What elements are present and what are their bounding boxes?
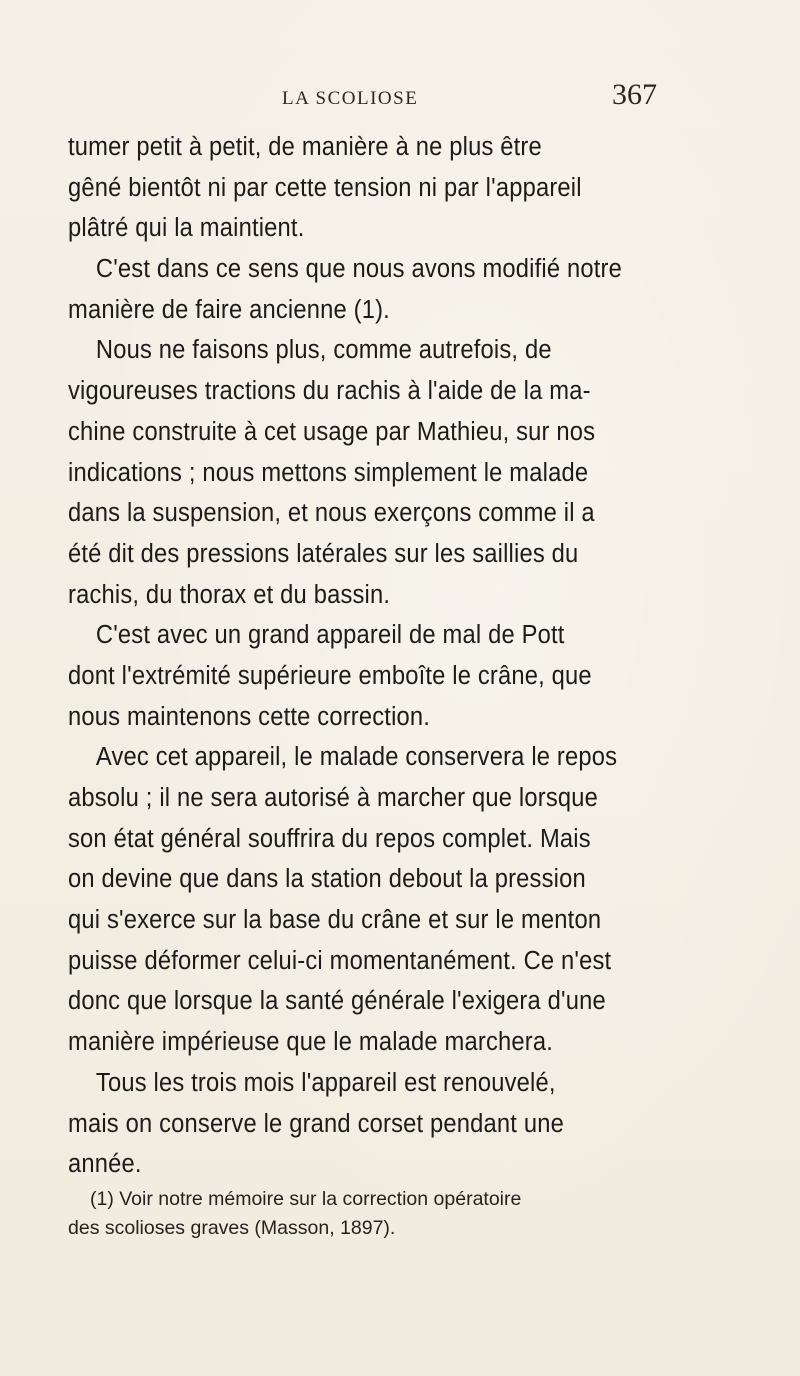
text-line: nous maintenons cette correction. (68, 702, 431, 731)
text-line: gêné bientôt ni par cette tension ni par l'appareil (68, 173, 582, 202)
paragraph-start-line: C'est avec un grand appareil de mal de Pott (95, 621, 565, 650)
text-line: puisse déformer celui-ci momentanément. Ce n'est (68, 946, 612, 975)
paragraph-start-line: Avec cet appareil, le malade conservera le repos (95, 743, 618, 772)
running-title: LA SCOLIOSE (282, 88, 419, 109)
text-line: mais on conserve le grand corset pendant une (68, 1109, 564, 1138)
page-number: 367 (612, 78, 657, 111)
text-line: son état général souffrira du repos complet. Mais (68, 824, 591, 853)
paragraph-start-line: Tous les trois mois l'appareil est renouvelé, (95, 1068, 556, 1097)
text-line: dans la suspension, et nous exerçons comme il a (68, 499, 595, 528)
text-line: dont l'extrémité supérieure emboîte le crâne, que (68, 661, 592, 690)
text-line: plâtré qui la maintient. (68, 214, 305, 243)
paragraph-start-line: Nous ne faisons plus, comme autrefois, de (95, 336, 552, 365)
text-line: donc que lorsque la santé générale l'exigera d'une (68, 987, 606, 1016)
text-line: tumer petit à petit, de manière à ne plus être (68, 133, 542, 161)
text-line: on devine que dans la station debout la pression (68, 865, 586, 894)
text-line: indications ; nous mettons simplement le malade (68, 458, 589, 487)
footnote-line: des scolioses graves (Masson, 1897). (68, 1217, 396, 1239)
text-line: rachis, du thorax et du bassin. (68, 580, 391, 609)
footnote (68, 1185, 758, 1243)
text-line: chine construite à cet usage par Mathieu, sur nos (68, 417, 596, 446)
text-line: été dit des pressions latérales sur les saillies du (68, 539, 579, 568)
page-header (0, 78, 800, 118)
text-line: manière impérieuse que le malade marchera. (68, 1028, 553, 1057)
text-line: vigoureuses tractions du rachis à l'aide de la ma- (68, 377, 591, 406)
text-line: année. (68, 1150, 142, 1179)
paragraph-start-line: C'est dans ce sens que nous avons modifié notre (95, 255, 622, 284)
footnote-line: (1) Voir notre mémoire sur la correction opératoire (90, 1188, 522, 1210)
text-line: absolu ; il ne sera autorisé à marcher que lorsque (68, 784, 599, 812)
text-line: qui s'exerce sur la base du crâne et sur le menton (68, 906, 602, 935)
text-line: manière de faire ancienne (1). (68, 295, 390, 324)
body-text (68, 127, 748, 1185)
